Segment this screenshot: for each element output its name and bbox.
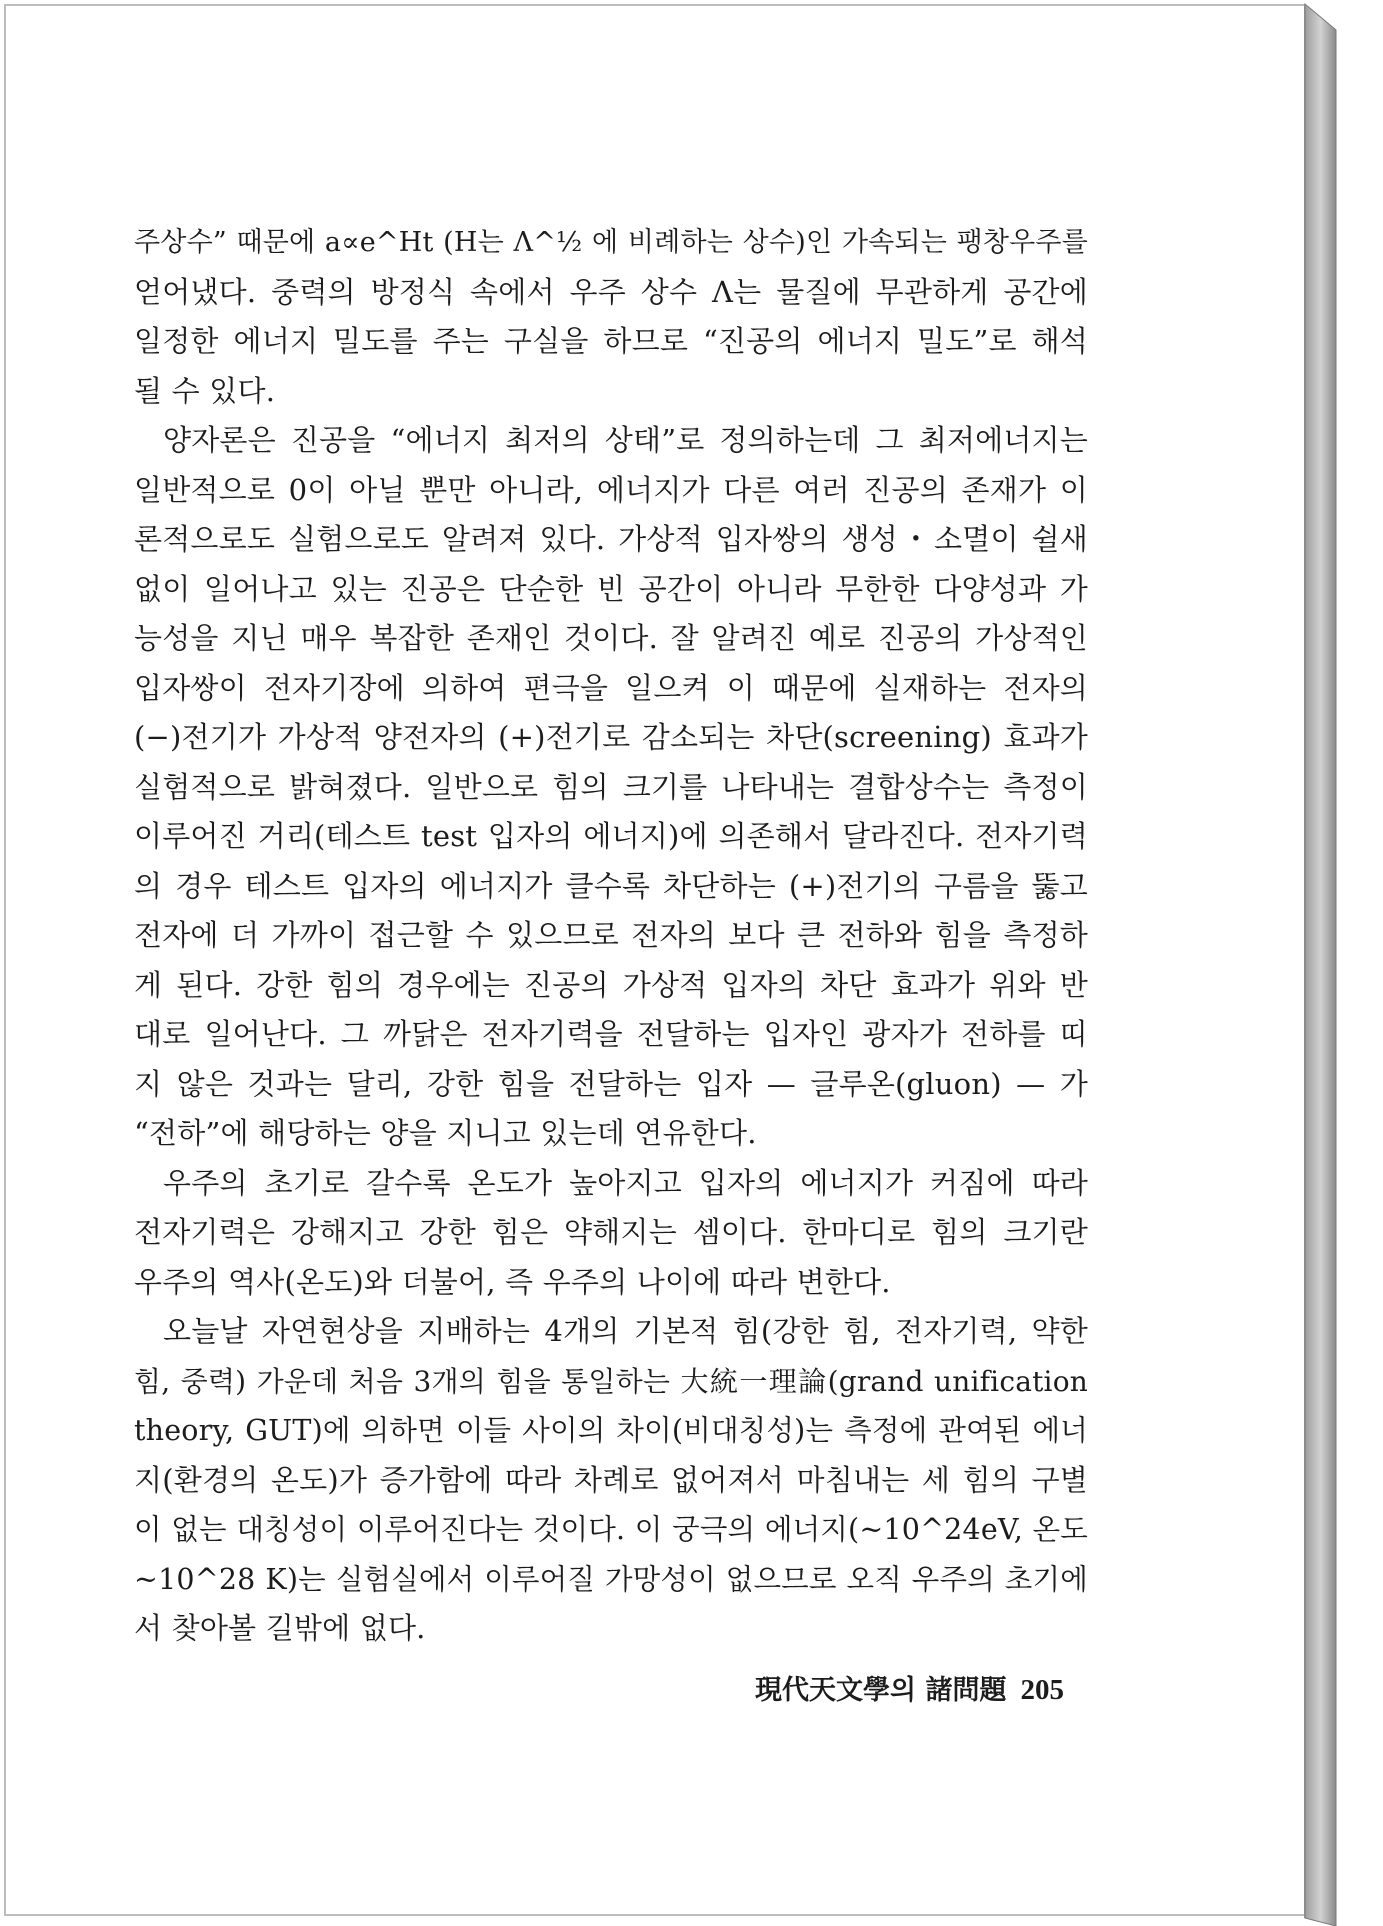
text-line: theory, GUT)에 의하면 이들 사이의 차이(비대칭성)는 측정에 관여된 에너	[134, 1414, 1088, 1447]
text-line: 이루어진 거리(테스트 test 입자의 에너지)에 의존해서 달라진다. 전자기력	[134, 819, 1088, 853]
text-line: 얻어냈다. 중력의 방정식 속에서 우주 상수 Λ는 물질에 무관하게 공간에	[134, 274, 1088, 309]
text-line: 오늘날 자연현상을 지배하는 4개의 기본적 힘(강한 힘, 전자기력, 약한	[163, 1314, 1088, 1348]
text-line: 될 수 있다.	[134, 373, 276, 408]
text-line: 없이 일어나고 있는 진공은 단순한 빈 공간이 아니라 무한한 다양성과 가	[134, 571, 1088, 606]
text-line: 서 찾아볼 길밖에 없다.	[134, 1611, 426, 1645]
paragraph-1	[134, 218, 1088, 416]
text-line: 전자기력은 강해지고 강한 힘은 약해지는 셈이다. 한마디로 힘의 크기란	[134, 1215, 1088, 1249]
running-footer	[740, 1668, 1064, 1707]
text-line: 대로 일어난다. 그 까닭은 전자기력을 전달하는 입자인 광자가 전하를 띠	[134, 1017, 1088, 1051]
body-text	[134, 218, 1088, 1654]
text-line: 게 된다. 강한 힘의 경우에는 진공의 가상적 입자의 차단 효과가 위와 반	[134, 967, 1088, 1002]
text-line: 우주의 초기로 갈수록 온도가 높아지고 입자의 에너지가 커짐에 따라	[163, 1165, 1088, 1200]
text-line: 주상수” 때문에 a∝e^Ht (H는 Λ^½ 에 비례하는 상수)인 가속되는 팽창우주를	[134, 227, 1088, 258]
text-line: 실험적으로 밝혀졌다. 일반으로 힘의 크기를 나타내는 결합상수는 측정이	[134, 769, 1088, 804]
text-line: 힘, 중력) 가운데 처음 3개의 힘을 통일하는 大統一理論(grand unification	[134, 1364, 1088, 1398]
text-line: 일반적으로 0이 아닐 뿐만 아니라, 에너지가 다른 여러 진공의 존재가 이	[134, 472, 1088, 507]
paragraph-3	[134, 1159, 1088, 1308]
text-line: 입자쌍이 전자기장에 의하여 편극을 일으켜 이 때문에 실재하는 전자의	[134, 670, 1088, 705]
page-number: 205	[1020, 1674, 1064, 1706]
text-line: 일정한 에너지 밀도를 주는 구실을 하므로 “진공의 에너지 밀도”로 해석	[134, 324, 1088, 358]
text-line: 능성을 지닌 매우 복잡한 존재인 것이다. 잘 알려진 예로 진공의 가상적인	[134, 621, 1088, 655]
paragraph-2	[134, 416, 1088, 1159]
text-line: 지(환경의 온도)가 증가함에 따라 차례로 없어져서 마침내는 세 힘의 구별	[134, 1462, 1088, 1497]
book-title: 現代天文學의 諸問題	[755, 1675, 1007, 1706]
text-line: 전자에 더 가까이 접근할 수 있으므로 전자의 보다 큰 전하와 힘을 측정하	[134, 918, 1088, 952]
text-line: “전하”에 해당하는 양을 지니고 있는데 연유한다.	[134, 1116, 757, 1150]
text-line: 양자론은 진공을 “에너지 최저의 상태”로 정의하는데 그 최저에너지는	[163, 423, 1088, 457]
text-line: ~10^28 K)는 실험실에서 이루어질 가망성이 없으므로 오직 우주의 초기에	[134, 1562, 1088, 1596]
text-line: 론적으로도 실험으로도 알려져 있다. 가상적 입자쌍의 생성・소멸이 쉴새	[134, 522, 1088, 556]
text-line: 이 없는 대칭성이 이루어진다는 것이다. 이 궁극의 에너지(~10^24eV, 온도	[134, 1513, 1088, 1546]
text-line: (−)전기가 가상적 양전자의 (+)전기로 감소되는 차단(screening) 효과가	[134, 720, 1088, 754]
text-line: 우주의 역사(온도)와 더불어, 즉 우주의 나이에 따라 변한다.	[134, 1264, 891, 1299]
paragraph-4	[134, 1307, 1088, 1654]
text-line: 의 경우 테스트 입자의 에너지가 클수록 차단하는 (+)전기의 구름을 뚫고	[134, 868, 1088, 903]
text-line: 지 않은 것과는 달리, 강한 힘을 전달하는 입자 — 글루온(gluon) — 가	[134, 1066, 1088, 1101]
